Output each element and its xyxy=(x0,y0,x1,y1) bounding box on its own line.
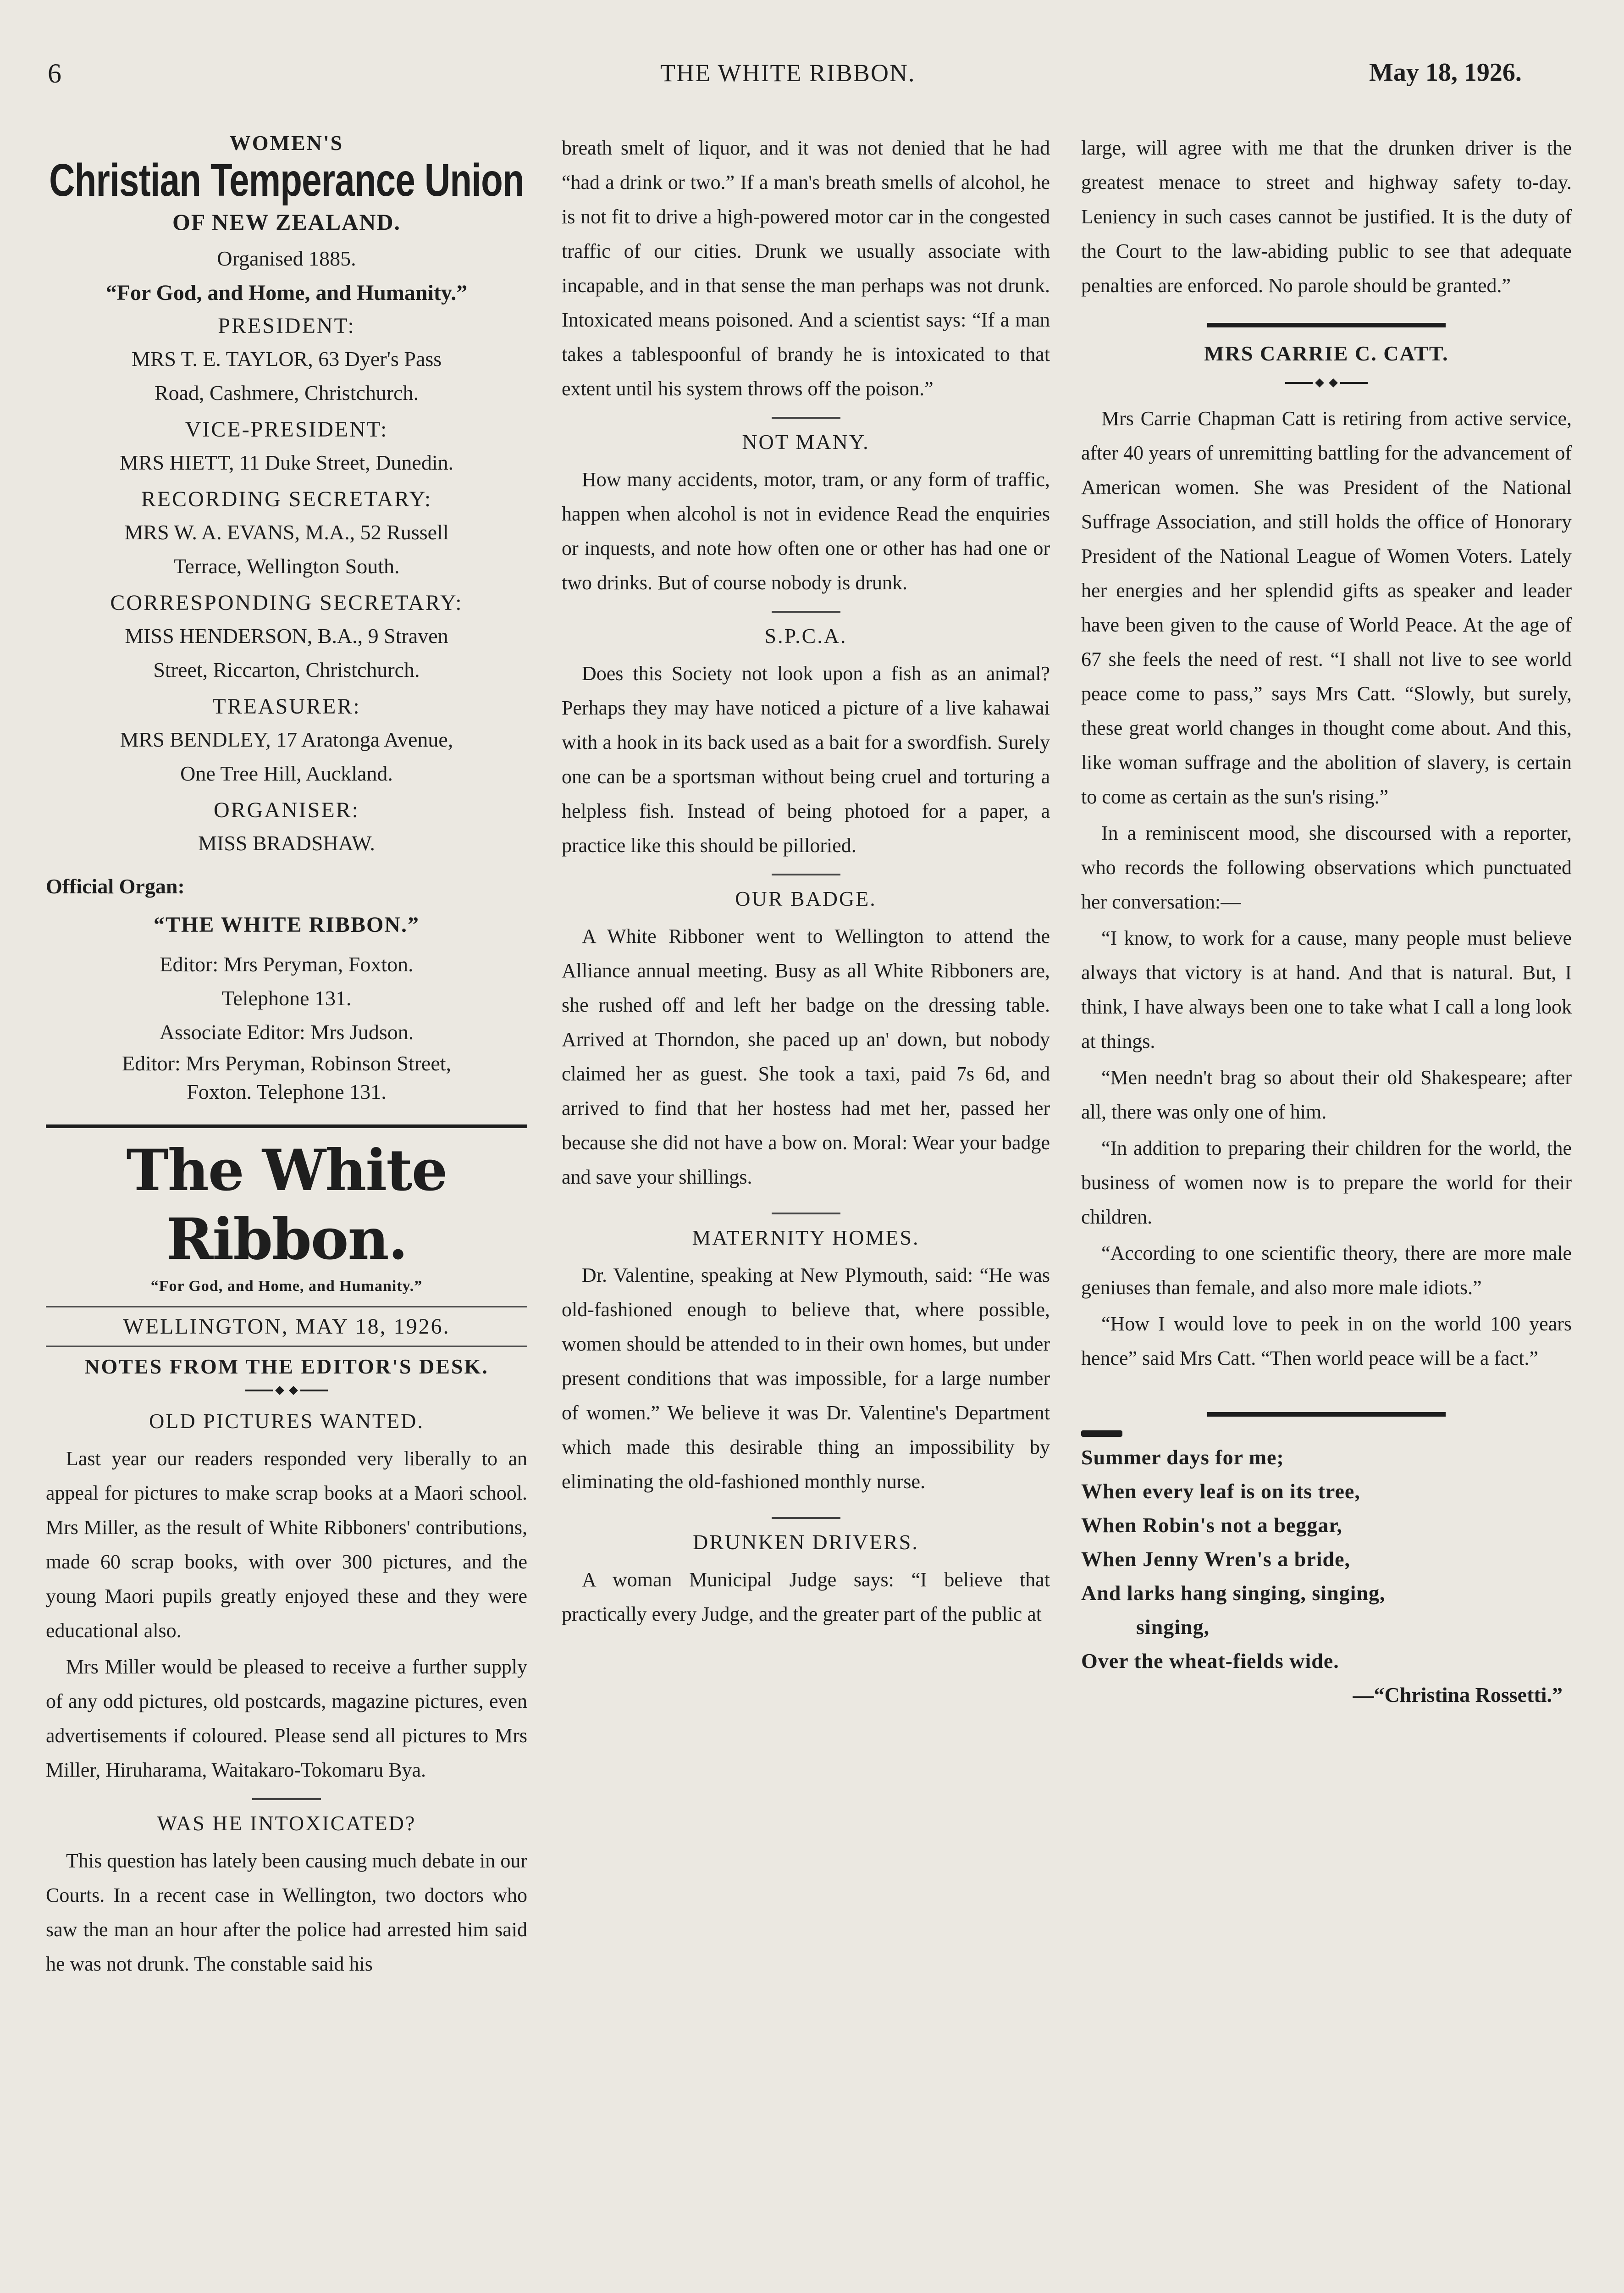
divider xyxy=(772,611,840,613)
article-paragraph: Dr. Valentine, speaking at New Plymouth, said: “He was old-fashioned enough to believe that, where possible, women should be attended to in their own homes, but under present conditions that was impossible, for a large number of women.” We believe it was Dr. Valentine's Department which made this desirable thing an impossibility by eliminating the old-fashioned monthly nurse. xyxy=(562,1264,1050,1493)
officer-recording-secretary xyxy=(46,483,527,583)
poem-line: When Robin's not a beggar, xyxy=(1081,1513,1343,1537)
divider xyxy=(772,1517,840,1519)
article-paragraph: This question has lately been causing much debate in our Courts. In a recent case in Wellington, two doctors who saw the man an hour after the police had arrested him said he was not drunk. The constable said his xyxy=(46,1850,527,1975)
poem-line: And larks hang singing, singing, xyxy=(1081,1581,1386,1605)
officer-vice-president xyxy=(46,414,527,480)
officer-line: Road, Cashmere, Christchurch. xyxy=(154,381,419,404)
divider xyxy=(772,1213,840,1214)
officer-organiser xyxy=(46,794,527,860)
section-rule xyxy=(1207,1412,1446,1417)
officer-line: Terrace, Wellington South. xyxy=(173,554,400,578)
poem-ornament xyxy=(1081,1430,1122,1437)
associate-editor: Associate Editor: Mrs Judson. xyxy=(159,1020,414,1044)
article-paragraph: How many accidents, motor, tram, or any form of traffic, happen when alcohol is not in evidence Read the enquiries or inquests, and note how often one or other has had one or two drinks. But of course nobody is drunk. xyxy=(562,468,1050,594)
officer-line: MISS HENDERSON, B.A., 9 Straven xyxy=(125,624,448,648)
officer-title: PRESIDENT: xyxy=(218,314,355,338)
poem-line: Over the wheat-fields wide. xyxy=(1081,1649,1339,1673)
page-number: 6 xyxy=(48,58,61,89)
divider xyxy=(772,417,840,419)
article-heading: OLD PICTURES WANTED. xyxy=(149,1409,424,1433)
article-paragraph: A White Ribboner went to Wellington to attend the Alliance annual meeting. Busy as all White Ribboners are, she rushed off and left her badge on the dressing table. Arrived at Thorndon, she paced up an' down, but nobody claimed her as guest. She took a taxi, paid 7s 6d, and arrived to find that her hostess had met her, passed her because she did not have a bow on. Moral: Wear your badge and save your shillings. xyxy=(562,925,1050,1188)
wctu-motto: “For God, and Home, and Humanity.” xyxy=(105,281,468,305)
divider xyxy=(46,1346,527,1347)
article-heading: WAS HE INTOXICATED? xyxy=(157,1811,416,1835)
officer-title: CORRESPONDING SECRETARY: xyxy=(110,591,463,615)
officer-line: MRS T. E. TAYLOR, 63 Dyer's Pass xyxy=(131,347,442,371)
article-paragraph: “How I would love to peek in on the world 100 years hence” said Mrs Catt. “Then world peace will be a fact.” xyxy=(1081,1313,1572,1369)
officer-line: MISS BRADSHAW. xyxy=(198,831,375,855)
editor-phone: Telephone 131. xyxy=(221,986,352,1010)
wctu-name: Christian Temperance Union xyxy=(49,155,524,206)
officer-line: MRS W. A. EVANS, M.A., 52 Russell xyxy=(124,521,449,544)
article-heading: MRS CARRIE C. CATT. xyxy=(1204,342,1449,365)
editor-line-2: Editor: Mrs Peryman, Robinson Street, xyxy=(122,1052,452,1075)
poem-line: singing, xyxy=(1136,1615,1210,1639)
poem-line: When every leaf is on its tree, xyxy=(1081,1479,1360,1503)
officer-treasurer xyxy=(46,691,527,791)
article-paragraph: “In addition to preparing their children for the world, the business of women now is to prepare the world for their children. xyxy=(1081,1137,1572,1228)
article-paragraph: A woman Municipal Judge says: “I believe that practically every Judge, and the greater part of the public at xyxy=(562,1568,1050,1625)
officer-title: ORGANISER: xyxy=(213,798,360,822)
article-heading: DRUNKEN DRIVERS. xyxy=(693,1530,919,1554)
ornament-divider xyxy=(1081,374,1572,392)
notes-title: NOTES FROM THE EDITOR'S DESK. xyxy=(84,1355,489,1378)
officer-title: RECORDING SECRETARY: xyxy=(141,487,432,511)
dateline: WELLINGTON, MAY 18, 1926. xyxy=(123,1314,450,1339)
masthead-title: The White Ribbon. xyxy=(126,1137,447,1273)
officer-line: One Tree Hill, Auckland. xyxy=(180,762,393,785)
article-paragraph: “According to one scientific theory, there are more male geniuses than female, and also more male idiots.” xyxy=(1081,1242,1572,1299)
article-paragraph-continued: breath smelt of liquor, and it was not denied that he had “had a drink or two.” If a man's breath smells of alcohol, he is not fit to drive a high-powered motor car in the congested traffic of our cities. Drunk we usually associate with incapable, and in that sense the man perhaps was not drunk. Intoxicated means poisoned. And a scientist says: “If a man takes a tablespoonful of brandy he is intoxicated to that extent until his system throws off the poison.” xyxy=(562,137,1050,400)
wctu-organised: Organised 1885. xyxy=(217,247,356,270)
editor-line: Editor: Mrs Peryman, Foxton. xyxy=(160,953,414,976)
officer-title: VICE-PRESIDENT: xyxy=(185,417,388,442)
article-heading: NOT MANY. xyxy=(742,430,870,454)
divider xyxy=(252,1798,321,1800)
poem-line: When Jenny Wren's a bride, xyxy=(1081,1547,1351,1571)
officer-line: MRS HIETT, 11 Duke Street, Dunedin. xyxy=(119,451,454,474)
wctu-country: OF NEW ZEALAND. xyxy=(172,209,401,235)
article-heading: S.P.C.A. xyxy=(764,624,847,648)
masthead-motto: “For God, and Home, and Humanity.” xyxy=(150,1278,423,1295)
running-title: THE WHITE RIBBON. xyxy=(660,59,916,87)
article-heading: OUR BADGE. xyxy=(735,887,877,910)
article-paragraph: Does this Society not look upon a fish as an animal? Perhaps they may have noticed a picture of a live kahawai with a hook in its back used as a bait for a swordfish. Surely one can be a sportsman without being cruel and torturing a helpless fish. Instead of being photoed for a paper, a practice like this should be pilloried. xyxy=(562,662,1050,857)
editor-line-2b: Foxton. Telephone 131. xyxy=(187,1080,387,1103)
officer-line: Street, Riccarton, Christchurch. xyxy=(153,658,420,681)
officer-corresponding-secretary xyxy=(46,587,527,687)
official-organ-title: “THE WHITE RIBBON.” xyxy=(154,913,420,937)
ornament-divider xyxy=(46,1381,527,1400)
officer-president xyxy=(46,310,527,410)
column-2 xyxy=(562,131,1050,1631)
issue-date: May 18, 1926. xyxy=(1369,58,1522,87)
column-3 xyxy=(1081,131,1572,1712)
article-paragraph: Mrs Carrie Chapman Catt is retiring from active service, after 40 years of unremitting battling for the advancement of American women. She was President of the National Suffrage Association, and still holds the office of Honorary President of the National League of Women Voters. Lately her energies and her splendid gifts as speaker and leader have been given to the cause of World Peace. At the age of 67 she feels the need of rest. “I shall not live to see world peace come to pass,” says Mrs Catt. “Slowly, but surely, these great world changes in thought come about. And this, like woman suffrage and the abolition of slavery, is certain to come as certain as the sun's rising.” xyxy=(1081,407,1572,808)
officer-line: MRS BENDLEY, 17 Aratonga Avenue, xyxy=(120,728,453,751)
poem-line: Summer days for me; xyxy=(1081,1446,1284,1469)
article-paragraph: “I know, to work for a cause, many people must believe always that victory is at hand. And that is natural. But, I think, I have always been one to take what I call a long look at things. xyxy=(1081,927,1572,1052)
divider xyxy=(772,874,840,875)
article-paragraph-continued: large, will agree with me that the drunken driver is the greatest menace to street and highway safety to-day. Leniency in such cases cannot be justified. It is the duty of the Court to the law-abiding public to see that adequate penalties are enforced. No parole should be granted.” xyxy=(1081,137,1572,297)
article-paragraph: Mrs Miller would be pleased to receive a further supply of any odd pictures, old postcards, magazine pictures, even advertisements if coloured. Please send all pictures to Mrs Miller, Hiruharama, Waitakaro-Tokomaru Bya. xyxy=(46,1656,527,1781)
masthead-rule xyxy=(46,1124,527,1128)
article-paragraph: In a reminiscent mood, she discoursed with a reporter, who records the following observations which punctuated her conversation:— xyxy=(1081,822,1572,913)
divider xyxy=(46,1306,527,1307)
poem xyxy=(1081,1440,1572,1712)
wctu-kicker: WOMEN'S xyxy=(229,131,344,155)
section-rule xyxy=(1207,323,1446,327)
article-heading: MATERNITY HOMES. xyxy=(692,1226,920,1249)
article-paragraph: Last year our readers responded very liberally to an appeal for pictures to make scrap books at a Maori school. Mrs Miller, as the result of White Ribboners' contributions, made 60 scrap books, with over 300 pictures, and the young Maori pupils greatly enjoyed these and they were educational also. xyxy=(46,1447,527,1642)
article-paragraph: “Men needn't brag so about their old Shakespeare; after all, there was only one of him. xyxy=(1081,1066,1572,1123)
poem-attribution: —“Christina Rossetti.” xyxy=(1353,1683,1563,1706)
column-1 xyxy=(46,131,527,1981)
official-organ-label: Official Organ: xyxy=(46,875,185,898)
officer-title: TREASURER: xyxy=(212,694,361,719)
